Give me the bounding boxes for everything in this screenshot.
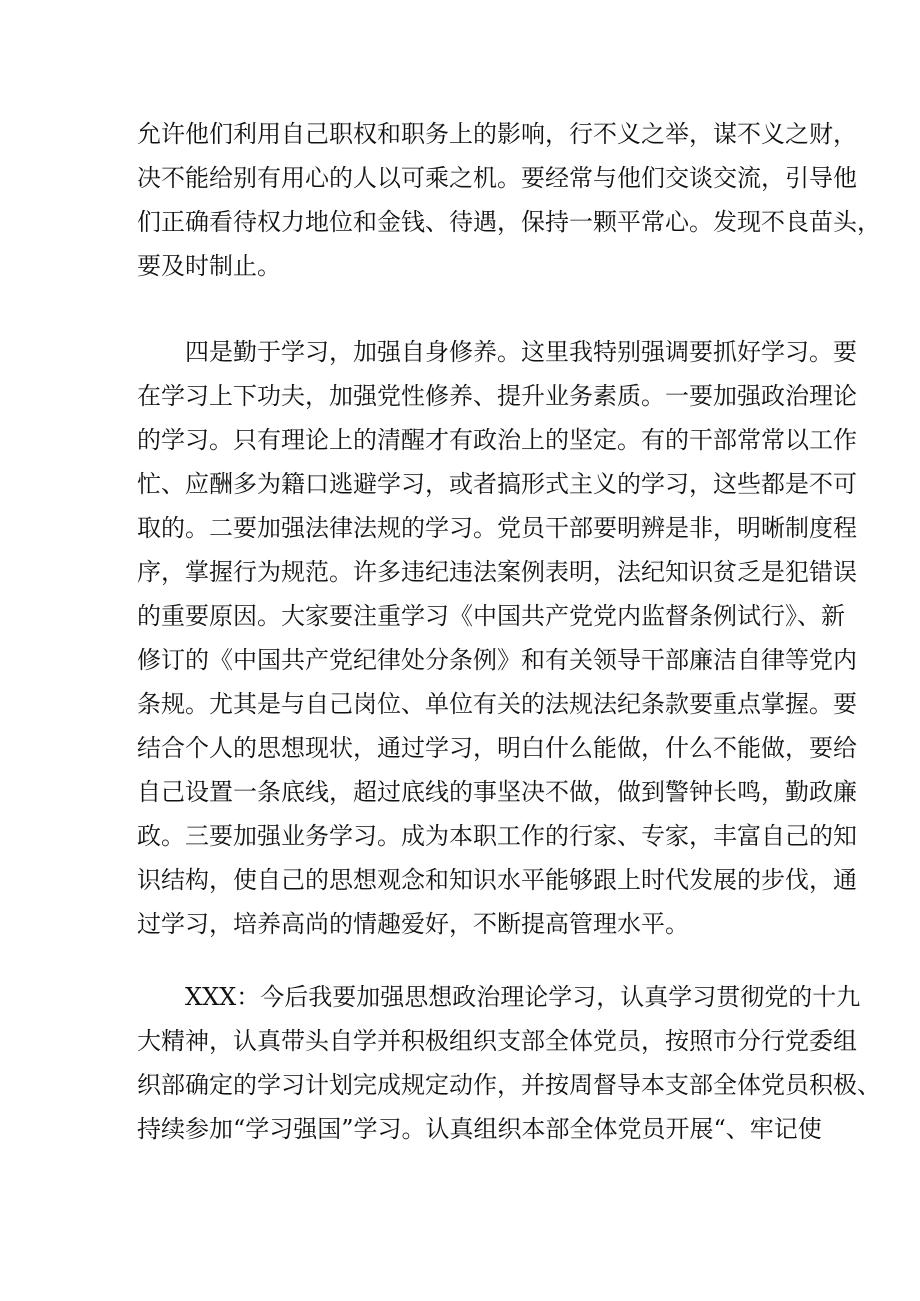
paragraph-1 bbox=[137, 112, 881, 288]
text-line: 大精神，认真带头自学并积极组织支部全体党员，按照市分行党委组 bbox=[137, 1027, 857, 1055]
text-line: 过学习，培养高尚的情趣爱好，不断提高管理水平。 bbox=[137, 910, 689, 938]
text-line: 条规。尤其是与自己岗位、单位有关的法规法纪条款要重点掌握。要 bbox=[137, 690, 857, 718]
text-line: XXX：今后我要加强思想政治理论学习，认真学习贯彻党的十九 bbox=[137, 983, 861, 1011]
text-line: 决不能给别有用心的人以可乘之机。要经常与他们交谈交流，引导他 bbox=[137, 164, 857, 192]
text-line: 在学习上下功夫，加强党性修养、提升业务素质。一要加强政治理论 bbox=[137, 382, 857, 410]
text-line: 们正确看待权力地位和金钱、待遇，保持一颗平常心。发现不良苗头， bbox=[137, 208, 881, 236]
text-line: 结合个人的思想现状，通过学习，明白什么能做，什么不能做，要给 bbox=[137, 734, 857, 762]
text-line: 修订的《中国共产党纪律处分条例》和有关领导干部廉洁自律等党内 bbox=[137, 646, 857, 674]
text-line: 织部确定的学习计划完成规定动作，并按周督导本支部全体党员积极、 bbox=[137, 1071, 881, 1099]
text-line: 持续参加“学习强国”学习。认真组织本部全体党员开展“、牢记使 bbox=[137, 1115, 822, 1143]
text-line: 序，掌握行为规范。许多违纪违法案例表明，法纪知识贫乏是犯错误 bbox=[137, 558, 857, 586]
text-line: 自己设置一条底线，超过底线的事坚决不做，做到警钟长鸣，勤政廉 bbox=[137, 778, 857, 806]
text-line: 四是勤于学习，加强自身修养。这里我特别强调要抓好学习。要 bbox=[137, 338, 857, 366]
paragraph-2 bbox=[137, 330, 857, 946]
text-line: 取的。二要加强法律法规的学习。党员干部要明辨是非，明晰制度程 bbox=[137, 514, 857, 542]
text-line: 识结构，使自己的思想观念和知识水平能够跟上时代发展的步伐，通 bbox=[137, 866, 857, 894]
text-line: 的重要原因。大家要注重学习《中国共产党党内监督条例试行》、新 bbox=[137, 602, 845, 630]
text-line: 政。三要加强业务学习。成为本职工作的行家、专家，丰富自己的知 bbox=[137, 822, 857, 850]
paragraph-3 bbox=[137, 975, 881, 1151]
text-line: 允许他们利用自己职权和职务上的影响，行不义之举，谋不义之财， bbox=[137, 120, 857, 148]
text-line: 的学习。只有理论上的清醒才有政治上的坚定。有的干部常常以工作 bbox=[137, 426, 857, 454]
text-line: 要及时制止。 bbox=[137, 252, 281, 280]
text-line: 忙、应酬多为籍口逃避学习，或者搞形式主义的学习，这些都是不可 bbox=[137, 470, 857, 498]
